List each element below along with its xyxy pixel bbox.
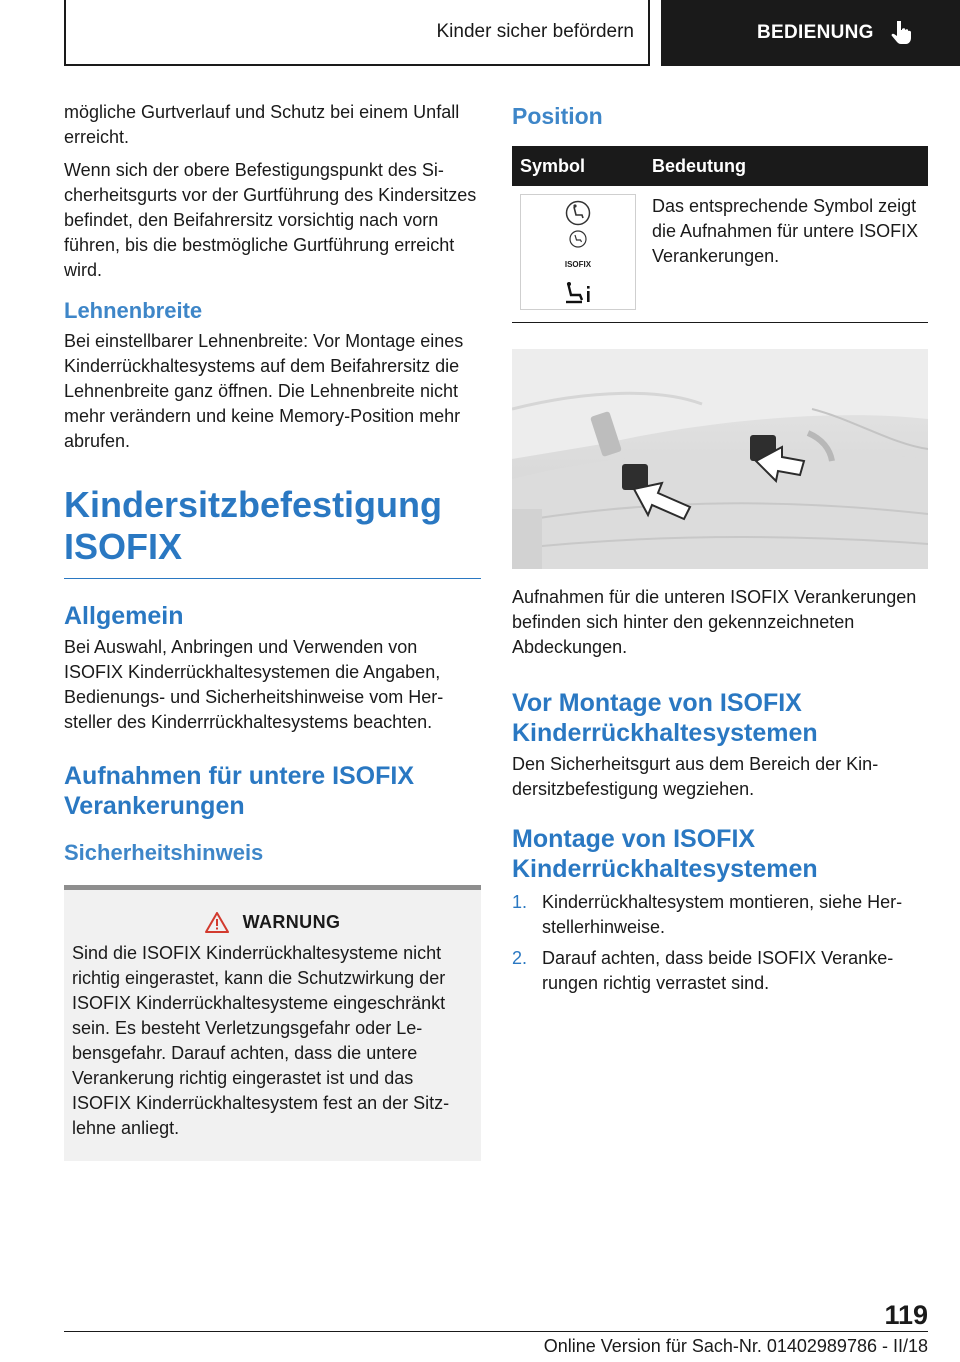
warning-text: Sind die ISOFIX Kinderrückhaltesysteme nicht richtig eingerastet, kann die Schutzwirkung der ISOFIX Kinderrückhaltesysteme eingeschränkt sein. Es besteht Verletzungsgefahr oder Lebensgefahr. Darauf achten, dass die untere Verankerung richtig eingerastet ist und das ISOFIX Kinderrückhaltesystem fest an der Sitzlehne anliegt.	[72, 943, 450, 1138]
allgemein-text: Bei Auswahl, Anbringen und Verwenden von ISOFIX Kinderrückhaltesystemen die Angaben, Bedienungs- und Sicherheitshinweise vom Hersteller des Kinderrrückhaltesystems beachten.	[64, 637, 444, 732]
step-text: Kinderrückhaltesystem montieren, siehe Herstellerhinweise.	[542, 892, 903, 937]
warning-triangle-icon	[205, 912, 229, 933]
step-text: Darauf achten, dass beide ISOFIX Verankerungen richtig verrastet sind.	[542, 948, 894, 993]
page-number: 119	[884, 1300, 928, 1330]
meaning-column-header: Bedeutung	[644, 146, 928, 186]
child-seat-small-icon	[569, 230, 587, 248]
warning-box	[64, 885, 481, 1161]
section-label: Kinder sicher befördern	[436, 21, 634, 42]
step-number: 2.	[512, 948, 528, 968]
warning-header	[72, 912, 473, 933]
warning-title: WARNUNG	[242, 912, 341, 932]
isofix-photo	[512, 349, 928, 569]
symbol-column-header: Symbol	[512, 146, 644, 186]
table-header-row	[512, 146, 928, 186]
section-tab	[64, 0, 650, 66]
pointing-hand-icon	[890, 20, 912, 46]
vor-montage-heading: Vor Montage von ISOFIX Kinderrückhaltesystemen	[512, 689, 818, 747]
left-column	[64, 100, 481, 1161]
aufnahmen-heading: Aufnahmen für untere ISOFIX Verankerungen	[64, 762, 415, 820]
intro-paragraph-1: mögliche Gurtverlauf und Schutz bei einem Unfall erreicht.	[64, 102, 460, 147]
isofix-icon-label: ISOFIX	[564, 259, 592, 269]
chapter-label: BEDIENUNG	[757, 22, 874, 43]
lehnenbreite-heading: Lehnenbreite	[64, 298, 203, 323]
sicherheitshinweis-heading: Sicherheitshinweis	[64, 840, 264, 865]
right-column	[512, 100, 928, 1002]
meaning-cell: Das entsprechende Symbol zeigt die Aufnahmen für untere ISOFIX Verankerungen.	[644, 186, 928, 323]
isofix-symbols	[520, 194, 636, 310]
footer-version: Online Version für Sach-Nr. 01402989786 - II/18	[543, 1336, 928, 1356]
symbol-table	[512, 146, 928, 323]
footer-divider	[64, 1331, 928, 1332]
montage-steps	[512, 890, 928, 996]
table-row	[512, 186, 928, 323]
list-item	[512, 890, 928, 940]
position-heading: Position	[512, 103, 603, 129]
intro-paragraph-2: Wenn sich der obere Befestigungspunkt des Sicherheitsgurts vor der Gurtführung des Kindersitzes befindet, den Beifahrersitz vorsichtig nach vorn führen, bis die bestmögliche Gurtführung erreicht wird.	[64, 160, 477, 280]
child-seat-circle-icon	[565, 200, 591, 226]
step-number: 1.	[512, 892, 528, 912]
list-item	[512, 946, 928, 996]
montage-heading: Montage von ISOFIX Kinderrückhaltesystemen	[512, 825, 818, 883]
allgemein-heading: Allgemein	[64, 602, 184, 630]
page-header	[64, 0, 960, 66]
child-seat-info-icon	[564, 281, 592, 305]
photo-caption: Aufnahmen für die unteren ISOFIX Verankerungen befinden sich hinter den gekennzeichneten Abdeckungen.	[512, 587, 917, 657]
lehnenbreite-text: Bei einstellbarer Lehnenbreite: Vor Montage eines Kinderrückhaltesystems auf dem Beifahrersitz die Lehnenbreite ganz öffnen. Die Lehnenbreite nicht mehr verändern und keine Memory-Position mehr abrufen.	[64, 331, 464, 451]
vor-montage-text: Den Sicherheitsgurt aus dem Bereich der Kindersitzbefestigung wegziehen.	[512, 754, 879, 799]
symbol-cell	[512, 186, 644, 323]
chapter-tab	[661, 0, 960, 66]
main-heading: Kindersitzbefestigung ISOFIX	[64, 484, 481, 579]
